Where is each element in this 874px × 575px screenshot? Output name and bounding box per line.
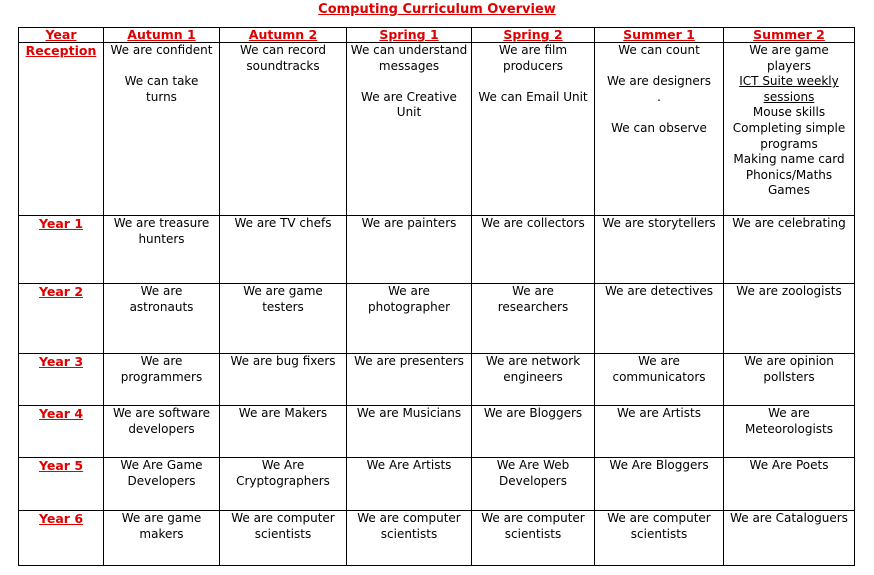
unit-text xyxy=(107,59,216,75)
unit-cell xyxy=(104,511,220,566)
year-label: Year 4 xyxy=(19,406,104,458)
unit-text xyxy=(475,74,591,90)
unit-text: messages xyxy=(378,58,440,73)
year-label: Year 1 xyxy=(19,216,104,284)
unit-text xyxy=(350,74,468,90)
unit-text: We are xyxy=(388,284,430,298)
unit-cell xyxy=(724,458,855,511)
unit-text: scientists xyxy=(630,526,688,541)
unit-cell xyxy=(220,406,347,458)
unit-text: Making name card xyxy=(733,152,845,167)
header-summer-1: Summer 1 xyxy=(595,28,724,43)
unit-text: We are painters xyxy=(361,216,457,230)
unit-cell xyxy=(595,458,724,511)
unit-text: We are xyxy=(768,406,810,420)
unit-cell xyxy=(724,284,855,354)
unit-text: Developers xyxy=(499,473,567,488)
unit-text: Unit xyxy=(396,105,422,120)
unit-cell xyxy=(595,406,724,458)
unit-cell xyxy=(347,511,472,566)
unit-text: scientists xyxy=(504,526,562,541)
unit-text: hunters xyxy=(138,231,185,246)
unit-text: researchers xyxy=(497,299,569,314)
unit-text: players xyxy=(767,58,811,73)
unit-cell xyxy=(220,216,347,284)
unit-cell xyxy=(595,354,724,406)
unit-cell xyxy=(472,511,595,566)
unit-cell xyxy=(595,284,724,354)
unit-text: We are opinion xyxy=(744,354,834,368)
unit-text: We are Cataloguers xyxy=(730,511,848,525)
unit-cell xyxy=(220,284,347,354)
unit-text: We are confident xyxy=(110,43,213,57)
page-title: Computing Curriculum Overview xyxy=(318,2,556,17)
unit-cell xyxy=(724,511,855,566)
unit-text: We are xyxy=(140,284,183,298)
unit-text: We are designers xyxy=(607,74,711,89)
unit-cell xyxy=(347,458,472,511)
table-row xyxy=(19,458,855,511)
unit-cell xyxy=(220,458,347,511)
unit-text: We can record xyxy=(239,43,327,57)
unit-text: We are Bloggers xyxy=(483,406,583,420)
unit-text: We are presenters xyxy=(354,354,464,368)
header-spring-1: Spring 1 xyxy=(347,28,472,43)
unit-text: Completing simple xyxy=(732,120,846,135)
year-label: Reception xyxy=(19,43,104,216)
table-row xyxy=(19,216,855,284)
unit-cell xyxy=(472,458,595,511)
unit-text: Games xyxy=(768,183,810,198)
unit-cell xyxy=(472,354,595,406)
unit-cell xyxy=(220,354,347,406)
unit-text: We Are Artists xyxy=(366,458,452,472)
unit-cell xyxy=(220,43,347,216)
unit-text: Phonics/Maths xyxy=(745,167,833,182)
unit-text: We are game xyxy=(749,43,829,57)
unit-cell xyxy=(724,406,855,458)
unit-cell xyxy=(724,354,855,406)
unit-cell xyxy=(347,216,472,284)
unit-text: We are game xyxy=(243,284,323,298)
unit-text: We are network xyxy=(485,354,581,368)
unit-text: pollsters xyxy=(763,369,815,384)
unit-text: We Are xyxy=(261,458,305,472)
year-label: Year 2 xyxy=(19,284,104,354)
unit-cell xyxy=(220,511,347,566)
header-autumn-1: Autumn 1 xyxy=(104,28,220,43)
year-label: Year 5 xyxy=(19,458,104,511)
unit-text: scientists xyxy=(380,526,438,541)
unit-text: We are storytellers xyxy=(602,216,716,230)
unit-cell xyxy=(104,284,220,354)
unit-text: We are computer xyxy=(357,511,461,525)
unit-text: . xyxy=(657,89,661,104)
unit-text: Developers xyxy=(127,473,196,488)
unit-cell xyxy=(595,511,724,566)
unit-text: We can observe xyxy=(611,120,707,135)
unit-cell xyxy=(104,43,220,216)
table-row xyxy=(19,511,855,566)
table-row xyxy=(19,406,855,458)
unit-text: We are treasure xyxy=(113,216,210,230)
unit-text: soundtracks xyxy=(246,58,320,73)
unit-text: We are Artists xyxy=(617,406,701,420)
unit-text: We Are Bloggers xyxy=(609,458,709,472)
unit-text: We are celebrating xyxy=(732,216,846,230)
unit-cell xyxy=(347,284,472,354)
year-label: Year 6 xyxy=(19,511,104,566)
unit-text: We are game xyxy=(121,511,202,525)
unit-text: We are xyxy=(140,354,183,368)
unit-text: We are computer xyxy=(481,511,585,525)
unit-text: Meteorologists xyxy=(744,421,833,436)
unit-text: We Are Web xyxy=(496,458,570,472)
unit-cell xyxy=(724,216,855,284)
unit-text: We are xyxy=(512,284,554,298)
unit-text: We are detectives xyxy=(604,284,714,298)
unit-cell xyxy=(472,216,595,284)
unit-text: We are computer xyxy=(231,511,335,525)
unit-text: programs xyxy=(760,136,818,151)
unit-text: We are TV chefs xyxy=(234,216,332,230)
unit-link-text[interactable]: sessions xyxy=(763,89,815,104)
unit-text: programmers xyxy=(120,369,203,384)
unit-text: astronauts xyxy=(129,299,194,314)
unit-cell xyxy=(472,43,595,216)
table-body xyxy=(19,43,855,566)
unit-cell xyxy=(724,43,855,216)
unit-text: developers xyxy=(128,421,195,436)
unit-text: We Are Game xyxy=(120,458,203,472)
unit-link-text[interactable]: ICT Suite weekly xyxy=(739,74,839,89)
unit-text: makers xyxy=(139,526,184,541)
header-spring-2: Spring 2 xyxy=(472,28,595,43)
unit-cell xyxy=(104,406,220,458)
unit-text: Cryptographers xyxy=(236,473,330,488)
unit-cell xyxy=(595,216,724,284)
unit-cell xyxy=(472,406,595,458)
unit-text: We are Creative xyxy=(361,89,457,104)
unit-text: We can understand xyxy=(350,43,468,57)
unit-text: We are xyxy=(638,354,680,368)
unit-text: photographer xyxy=(367,299,451,314)
unit-text xyxy=(598,105,720,121)
unit-text: We are computer xyxy=(607,511,711,525)
unit-text: testers xyxy=(262,299,304,314)
unit-cell xyxy=(595,43,724,216)
unit-text: We are Makers xyxy=(238,406,328,420)
unit-cell xyxy=(472,284,595,354)
unit-text: We Are Poets xyxy=(749,458,829,472)
unit-text: Mouse skills xyxy=(752,105,826,120)
unit-text: producers xyxy=(502,58,564,73)
unit-cell xyxy=(104,458,220,511)
curriculum-table xyxy=(18,27,855,566)
unit-text: We can count xyxy=(618,43,700,57)
unit-text: engineers xyxy=(503,369,563,384)
year-label: Year 3 xyxy=(19,354,104,406)
unit-cell xyxy=(104,216,220,284)
header-autumn-2: Autumn 2 xyxy=(220,28,347,43)
unit-text: We are collectors xyxy=(481,216,585,230)
unit-cell xyxy=(347,43,472,216)
header-summer-2: Summer 2 xyxy=(724,28,855,43)
unit-text: communicators xyxy=(612,369,706,384)
unit-text: turns xyxy=(146,89,177,104)
unit-text: We are Musicians xyxy=(356,406,462,420)
table-row xyxy=(19,43,855,216)
unit-text: We can Email Unit xyxy=(478,89,588,104)
unit-text: We can take xyxy=(124,74,199,89)
unit-text: scientists xyxy=(254,526,312,541)
unit-cell xyxy=(347,406,472,458)
unit-text: We are bug fixers xyxy=(230,354,336,368)
unit-cell xyxy=(347,354,472,406)
header-year: Year xyxy=(19,28,104,43)
header-row xyxy=(19,28,855,43)
table-row xyxy=(19,284,855,354)
unit-text xyxy=(598,59,720,75)
unit-text: We are zoologists xyxy=(736,284,842,298)
unit-text: We are film xyxy=(498,43,568,57)
table-row xyxy=(19,354,855,406)
unit-cell xyxy=(104,354,220,406)
unit-text: We are software xyxy=(112,406,211,420)
